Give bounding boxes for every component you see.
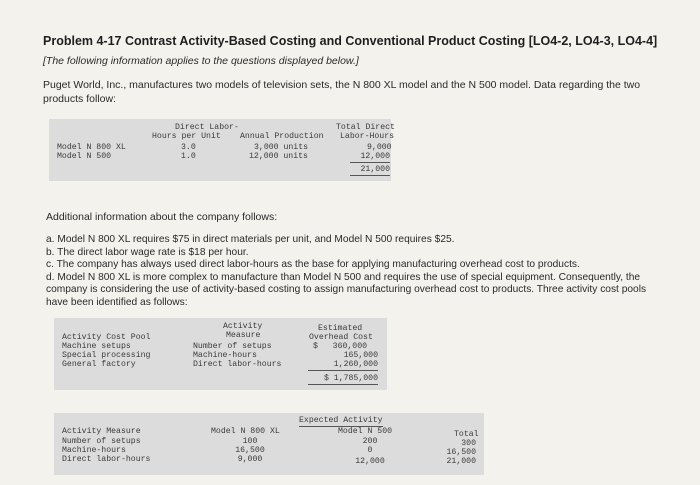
row-m2: 12,000 [355,457,385,466]
product-data-table [49,119,395,181]
header-cost-line2: Overhead Cost [309,333,373,342]
header-dlh-line1: Direct Labor- [175,123,239,132]
header-activity-measure: Activity Measure [62,427,141,436]
row-measure: Machine-hours [193,351,257,360]
row-cost: 1,260,000 [308,360,378,371]
row-measure: Direct labor-hours [62,455,151,464]
row-measure: Direct labor-hours [193,360,282,369]
row-dlh-value: 3.0 [181,143,196,152]
additional-heading: Additional information about the company follows: [46,211,278,223]
header-model-500: Model N 500 [338,427,393,436]
header-measure-line2: Measure [226,331,261,340]
item-a: a. Model N 800 XL requires $75 in direct materials per unit, and Model N 500 requires $25. [46,234,455,245]
header-measure-line1: Activity [223,322,263,331]
row-m2: 200 [362,437,378,446]
row-pool: Special processing [62,351,151,360]
problem-intro: Puget World, Inc., manufactures two models of television sets, the N 800 XL model and the N 500 model. Data regarding the two products follow: [43,79,641,105]
additional-items [46,234,666,310]
row-model-label: Model N 800 XL [57,143,126,152]
header-annual-production: Annual Production [240,132,324,141]
cost-total-value: $ 1,785,000 [308,374,378,385]
header-total: Total [454,430,479,439]
activity-cost-pool-table [54,318,387,390]
header-dlh-line2: Hours per Unit [152,132,221,141]
row-total: 16,500 [446,448,476,457]
grand-total-value: 21,000 [350,165,390,176]
item-d: d. Model N 800 XL is more complex to manufacture than Model N 500 and requires the use of special equipment. Consequently, the company is considering the use of activity-based costing to assign manufacturing overhead cost to products. Three activity cost pools have been identified as follows: [46,271,647,308]
row-m1: 16,500 [235,446,265,455]
problem-title: Problem 4-17 Contrast Activity-Based Costing and Conventional Product Costing [LO4-2, LO4-3, LO4-4] [43,34,658,48]
row-production-value: 3,000 units [254,143,309,152]
row-measure: Machine-hours [62,446,126,455]
row-m1: 100 [242,437,258,446]
row-m2: 0 [367,446,373,455]
row-production-value: 12,000 units [249,152,308,161]
row-pool: General factory [62,360,136,369]
row-model-label: Model N 500 [57,152,112,161]
row-total-value: 9,000 [367,143,392,152]
row-cost: $ 360,000 [313,342,368,351]
row-pool: Machine setups [62,342,131,351]
row-dlh-value: 1.0 [181,152,196,161]
header-model-800xl: Model N 800 XL [211,427,280,436]
row-total: 21,000 [446,457,476,466]
header-cost-line1: Estimated [318,324,363,333]
row-m1: 9,000 [237,455,263,464]
row-measure: Number of setups [193,342,272,351]
header-expected-activity: Expected Activity [299,416,383,425]
row-total-value: 12,000 [350,152,390,163]
item-c: c. The company has always used direct labor-hours as the base for applying manufacturing overhead cost to products. [46,259,580,271]
header-total-line1: Total Direct [336,123,395,132]
header-total-line2: Labor-Hours [340,132,395,141]
row-measure: Number of setups [62,437,141,446]
header-pool: Activity Cost Pool [62,333,151,342]
item-b: b. The direct labor wage rate is $18 per hour. [46,246,249,258]
row-cost: 165,000 [343,351,378,360]
problem-note: [The following information applies to the questions displayed below.] [43,55,359,67]
expected-activity-table [54,413,484,475]
row-total: 300 [461,439,476,448]
